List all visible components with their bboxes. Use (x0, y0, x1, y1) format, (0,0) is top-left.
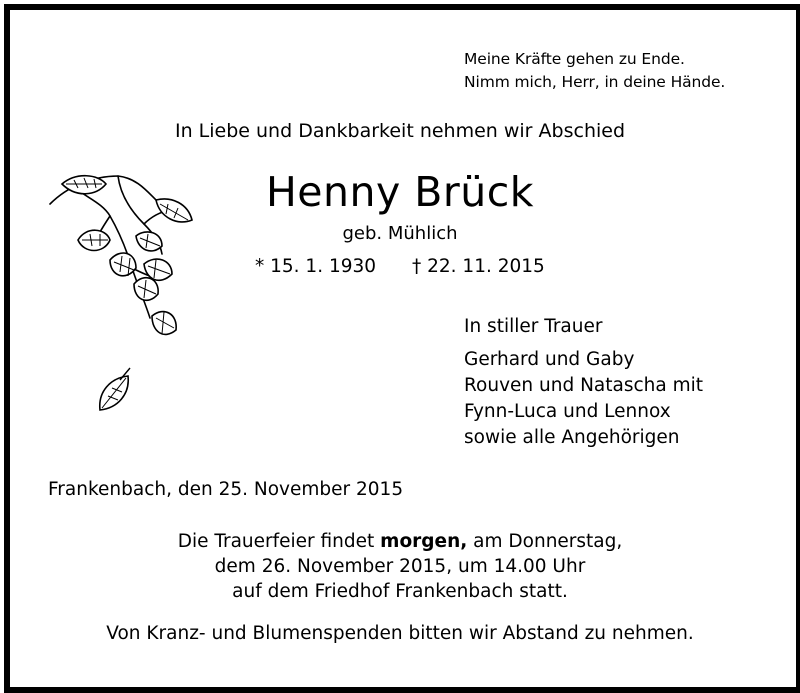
funeral-text: am Donnerstag, (467, 531, 623, 552)
maiden-name: geb. Mühlich (342, 223, 458, 244)
funeral-text: Die Trauerfeier findet (177, 531, 381, 552)
funeral-line-2: dem 26. November 2015, um 14.00 Uhr (214, 556, 586, 577)
falling-leaf-icon (100, 368, 130, 410)
mourner-line: sowie alle Angehörigen (464, 427, 680, 448)
funeral-line-3: auf dem Friedhof Frankenbach statt. (232, 581, 568, 602)
intro-text: In Liebe und Dankbarkeit nehmen wir Abschied (174, 120, 626, 142)
funeral-emphasis: morgen, (380, 531, 468, 552)
place-and-date: Frankenbach, den 25. November 2015 (48, 479, 404, 500)
mourners-heading: In stiller Trauer (464, 316, 603, 337)
mourner-line: Rouven und Natascha mit (464, 375, 704, 396)
verse-line-1: Meine Kräfte gehen zu Ende. (464, 50, 685, 68)
verse-line-2: Nimm mich, Herr, in deine Hände. (464, 73, 726, 91)
birth-date: * 15. 1. 1930 (255, 256, 377, 277)
mourner-line: Gerhard und Gaby (464, 349, 635, 370)
funeral-line-1 (0, 531, 800, 552)
donation-request: Von Kranz- und Blumenspenden bitten wir Abstand zu nehmen. (106, 623, 694, 644)
mourner-line: Fynn-Luca und Lennox (464, 401, 671, 422)
death-date: † 22. 11. 2015 (412, 256, 545, 277)
deceased-name: Henny Brück (265, 168, 535, 216)
